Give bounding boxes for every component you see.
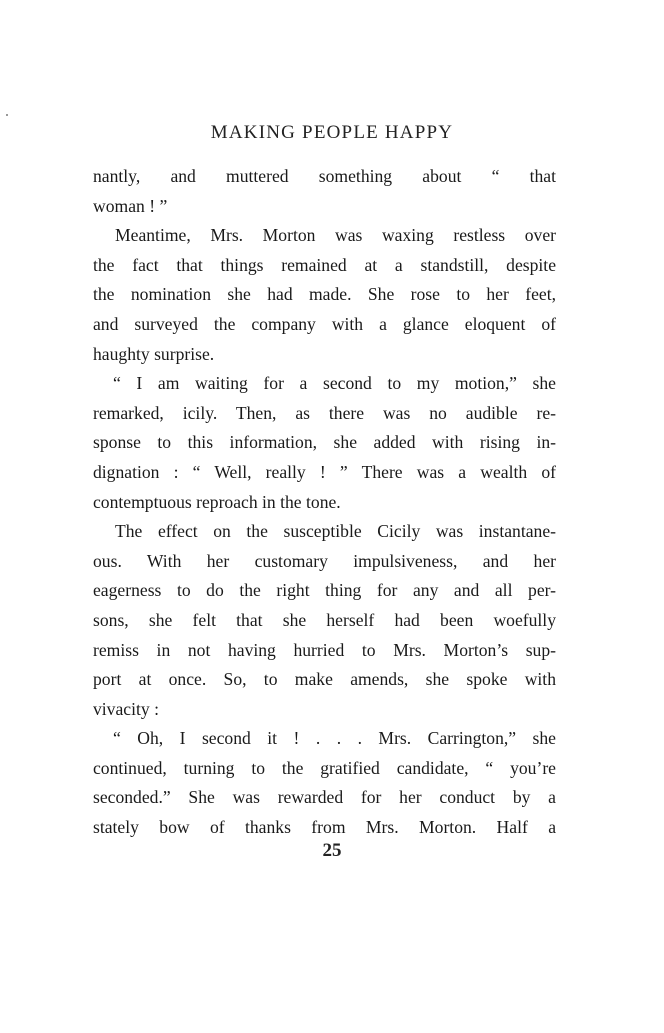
text-line: continued, turning to the gratified candidate, “ you’re (93, 757, 556, 778)
text-line: haughty surprise. (93, 343, 215, 364)
page-number: 25 (322, 840, 342, 861)
text-line: and surveyed the company with a glance eloquent of (93, 313, 556, 334)
text-line: stately bow of thanks from Mrs. Morton. Half a (93, 817, 556, 838)
text-line: dignation : “ Well, really ! ” There was a wealth of (93, 461, 556, 482)
text-line: The effect on the susceptible Cicily was instantane- (115, 521, 556, 542)
text-line: contemptuous reproach in the tone. (93, 491, 341, 512)
text-line: “ I am waiting for a second to my motion,” she (113, 373, 556, 394)
text-line: port at once. So, to make amends, she spoke with (93, 669, 556, 690)
text-line: remarked, icily. Then, as there was no audible re- (93, 402, 556, 423)
text-line: nantly, and muttered something about “ that (93, 166, 556, 186)
margin-speck (6, 114, 8, 116)
text-line: remiss in not having hurried to Mrs. Morton’s sup- (93, 639, 556, 660)
text-line: the nomination she had made. She rose to her feet, (93, 284, 556, 305)
text-line: eagerness to do the right thing for any and all per- (93, 580, 556, 601)
text-line: seconded.” She was rewarded for her conduct by a (93, 787, 556, 808)
running-head: MAKING PEOPLE HAPPY (210, 122, 454, 143)
text-line: the fact that things remained at a standstill, despite (93, 254, 556, 275)
text-line: ous. With her customary impulsiveness, and her (93, 550, 556, 571)
text-line: “ Oh, I second it ! . . . Mrs. Carrington,” she (113, 728, 556, 749)
text-line: Meantime, Mrs. Morton was waxing restless over (115, 225, 556, 246)
text-line: sons, she felt that she herself had been woefully (93, 609, 556, 630)
text-line: vivacity : (93, 698, 159, 719)
body-text (93, 162, 556, 843)
text-line: woman ! ” (93, 195, 168, 216)
text-line: sponse to this information, she added with rising in- (93, 432, 556, 453)
